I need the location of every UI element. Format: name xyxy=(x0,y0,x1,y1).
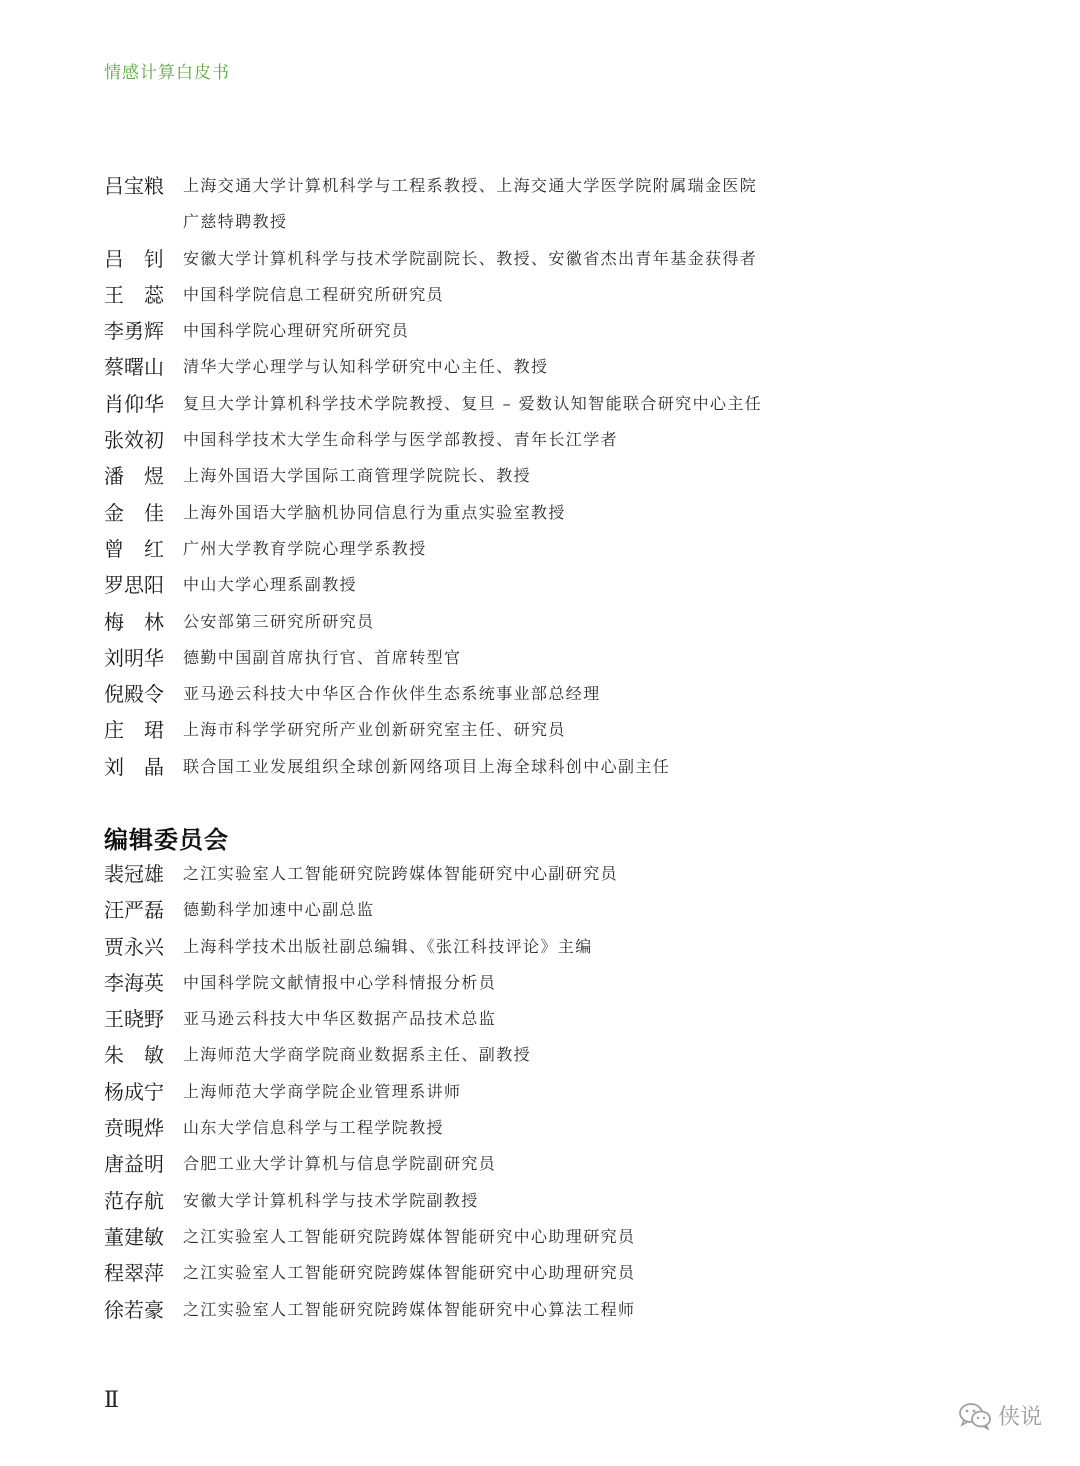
person-title: 德勤中国副首席执行官、首席转型官 xyxy=(183,647,462,667)
person-name: 朱 敏 xyxy=(104,1043,164,1068)
list-item xyxy=(104,567,964,603)
person-title: 之江实验室人工智能研究院跨媒体智能研究中心算法工程师 xyxy=(183,1299,636,1319)
person-name: 庄 珺 xyxy=(104,718,164,743)
person-title: 上海市科学学研究所产业创新研究室主任、研究员 xyxy=(183,720,566,740)
person-title: 德勤科学加速中心副总监 xyxy=(183,900,375,920)
person-title: 清华大学心理学与认知科学研究中心主任、教授 xyxy=(183,357,549,377)
person-name: 王 蕊 xyxy=(104,282,164,307)
person-title: 中山大学心理系副教授 xyxy=(183,575,358,595)
person-title: 上海师范大学商学院企业管理系讲师 xyxy=(183,1081,462,1101)
person-title: 联合国工业发展组织全球创新网络项目上海全球科创中心副主任 xyxy=(183,756,671,776)
person-title: 之江实验室人工智能研究院跨媒体智能研究中心助理研究员 xyxy=(183,1263,636,1283)
person-name: 刘明华 xyxy=(104,645,164,670)
section-title-editorial: 编辑委员会 xyxy=(104,825,229,854)
list-item xyxy=(104,1183,964,1219)
person-title: 广州大学教育学院心理学系教授 xyxy=(183,538,427,558)
list-item xyxy=(104,386,964,422)
list-item xyxy=(104,495,964,531)
list-item xyxy=(104,1255,964,1291)
list-item xyxy=(104,1001,964,1037)
list-item xyxy=(104,168,964,241)
person-name: 吕宝粮 xyxy=(104,174,164,198)
person-name: 倪殿令 xyxy=(104,682,164,707)
page-number: Ⅱ xyxy=(104,1388,119,1413)
person-title: 之江实验室人工智能研究院跨媒体智能研究中心副研究员 xyxy=(183,864,619,883)
person-name: 李海英 xyxy=(104,970,164,995)
person-title: 山东大学信息科学与工程学院教授 xyxy=(183,1118,445,1138)
list-item xyxy=(104,676,964,712)
person-name: 汪严磊 xyxy=(104,898,164,923)
list-item xyxy=(104,349,964,385)
person-title: 上海外国语大学国际工商管理学院院长、教授 xyxy=(183,466,532,486)
list-item xyxy=(104,640,964,676)
running-header: 情感计算白皮书 xyxy=(104,63,230,83)
person-title: 公安部第三研究所研究员 xyxy=(183,611,375,631)
list-item xyxy=(104,241,964,277)
person-title xyxy=(182,168,964,241)
list-item xyxy=(104,422,964,458)
list-item xyxy=(104,712,964,748)
person-title: 中国科学技术大学生命科学与医学部教授、青年长江学者 xyxy=(183,430,619,450)
person-title: 中国科学院文献情报中心学科情报分析员 xyxy=(183,972,497,992)
list-item xyxy=(104,892,964,928)
person-name: 裴冠雄 xyxy=(104,862,164,886)
watermark xyxy=(958,1400,1042,1431)
list-item xyxy=(104,1219,964,1255)
list-item xyxy=(104,1110,964,1146)
list-item xyxy=(104,277,964,313)
list-item xyxy=(104,313,964,349)
person-name: 张效初 xyxy=(104,428,164,453)
list-item xyxy=(104,749,964,785)
person-name: 吕 钊 xyxy=(104,246,164,271)
wechat-icon xyxy=(958,1402,992,1430)
person-name: 范存航 xyxy=(104,1188,164,1213)
list-item xyxy=(104,604,964,640)
person-name: 王晓野 xyxy=(104,1007,164,1032)
list-item xyxy=(104,856,964,892)
list-item xyxy=(104,531,964,567)
person-name: 贲晛烨 xyxy=(104,1116,164,1141)
person-name: 程翠萍 xyxy=(104,1261,164,1286)
person-name: 董建敏 xyxy=(104,1224,164,1249)
person-title-line: 上海交通大学计算机科学与工程系教授、上海交通大学医学院附属瑞金医院 xyxy=(183,176,758,195)
person-name: 唐益明 xyxy=(104,1152,164,1177)
list-item xyxy=(104,1292,964,1328)
person-name: 贾永兴 xyxy=(104,934,164,959)
list-item xyxy=(104,1074,964,1110)
person-title: 上海科学技术出版社副总编辑、《张江科技评论》主编 xyxy=(183,936,593,956)
person-title: 合肥工业大学计算机与信息学院副研究员 xyxy=(183,1154,497,1174)
watermark-text: 侠说 xyxy=(998,1405,1043,1430)
person-title: 上海外国语大学脑机协同信息行为重点实验室教授 xyxy=(183,502,566,522)
advisor-list xyxy=(104,168,964,785)
person-name: 李勇辉 xyxy=(104,319,164,344)
list-item xyxy=(104,458,964,494)
person-title: 亚马逊云科技大中华区数据产品技术总监 xyxy=(183,1009,497,1029)
person-name: 潘 煜 xyxy=(104,464,164,489)
person-title: 安徽大学计算机科学与技术学院副教授 xyxy=(183,1190,479,1210)
person-name: 罗思阳 xyxy=(104,573,164,598)
person-name: 梅 林 xyxy=(104,609,164,634)
person-title-line: 广慈特聘教授 xyxy=(183,212,288,232)
person-name: 金 佳 xyxy=(104,500,164,525)
person-title: 上海师范大学商学院商业数据系主任、副教授 xyxy=(183,1045,532,1065)
list-item xyxy=(104,1037,964,1073)
person-title: 复旦大学计算机科学技术学院教授、复旦 – 爱数认知智能联合研究中心主任 xyxy=(183,393,763,413)
person-title: 亚马逊云科技大中华区合作伙伴生态系统事业部总经理 xyxy=(183,684,601,704)
editorial-list xyxy=(104,856,964,1328)
list-item xyxy=(104,965,964,1001)
person-name: 刘 晶 xyxy=(104,754,164,779)
person-title: 中国科学院心理研究所研究员 xyxy=(183,321,410,341)
person-title: 之江实验室人工智能研究院跨媒体智能研究中心助理研究员 xyxy=(183,1226,636,1246)
person-title: 安徽大学计算机科学与技术学院副院长、教授、安徽省杰出青年基金获得者 xyxy=(183,248,758,268)
list-item xyxy=(104,929,964,965)
person-name: 肖仰华 xyxy=(104,391,164,416)
list-item xyxy=(104,1146,964,1182)
person-title: 中国科学院信息工程研究所研究员 xyxy=(183,284,445,304)
person-name: 曾 红 xyxy=(104,536,164,561)
person-name: 杨成宁 xyxy=(104,1079,164,1104)
person-name: 蔡曙山 xyxy=(104,355,164,380)
person-name: 徐若豪 xyxy=(104,1297,164,1322)
